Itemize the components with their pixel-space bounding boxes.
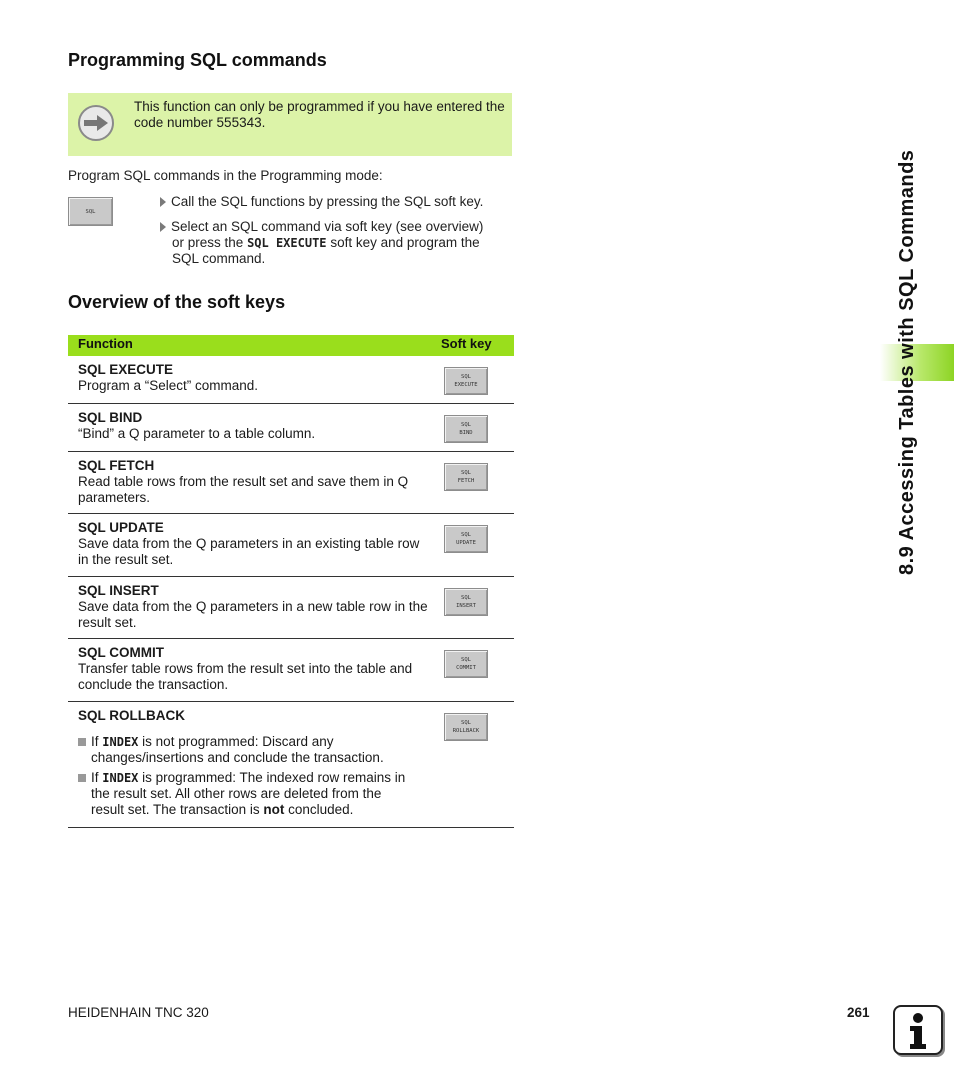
rollback-bullets <box>78 734 438 818</box>
softkey-sql-insert[interactable]: SQL INSERT <box>444 588 488 616</box>
note-text: This function can only be programmed if you have entered the code number 555343. <box>134 99 505 130</box>
chapter-side-title: 8.9 Accessing Tables with SQL Commands <box>896 149 918 575</box>
arrow-right-icon <box>78 105 114 141</box>
square-bullet-icon <box>78 738 86 746</box>
step-2: Select an SQL command via soft key (see overview) or press the SQL EXECUTE soft key and program the SQL command. <box>160 219 512 267</box>
softkey-label: SQL <box>85 208 96 215</box>
softkey-sql-bind[interactable]: SQL BIND <box>444 415 488 443</box>
step-1: Call the SQL functions by pressing the SQL soft key. <box>160 194 483 210</box>
col-function: Function <box>78 336 133 351</box>
col-softkey: Soft key <box>441 336 492 351</box>
table-row: SQL INSERT Save data from the Q parameters in a new table row in the result set. SQL INSERT <box>68 577 514 639</box>
section-heading-programming: Programming SQL commands <box>68 50 327 70</box>
table-header <box>68 335 514 356</box>
bullet-arrow-icon <box>160 197 166 207</box>
sql-softkey[interactable] <box>68 197 113 226</box>
table-row: SQL EXECUTE Program a “Select” command. SQL EXECUTE <box>68 356 514 404</box>
table-row: SQL UPDATE Save data from the Q parameters in an existing table row in the result set. SQL UPDATE <box>68 514 514 577</box>
table-row: SQL ROLLBACK If INDEX is not programmed: Discard any changes/insertions and conclude the transaction. If INDEX is programmed: The indexed row remains in the result set. All other rows are deleted from the result set. The transaction is not concluded. SQL ROLLBACK <box>68 702 514 828</box>
bullet-arrow-icon <box>160 222 166 232</box>
code-sql-execute: SQL EXECUTE <box>247 236 327 250</box>
note-box <box>68 93 512 156</box>
bullet-item: If INDEX is programmed: The indexed row remains in the result set. All other rows are deleted from the result set. The transaction is not concluded. <box>78 770 438 818</box>
softkey-table <box>68 335 514 828</box>
square-bullet-icon <box>78 774 86 782</box>
footer-product: HEIDENHAIN TNC 320 <box>68 1005 209 1020</box>
page-number: 261 <box>847 1005 870 1020</box>
table-row: SQL COMMIT Transfer table rows from the result set into the table and conclude the transaction. SQL COMMIT <box>68 639 514 702</box>
softkey-sql-fetch[interactable]: SQL FETCH <box>444 463 488 491</box>
intro-text: Program SQL commands in the Programming mode: <box>68 168 383 183</box>
table-row: SQL FETCH Read table rows from the result set and save them in Q parameters. SQL FETCH <box>68 452 514 514</box>
info-icon <box>893 1005 943 1055</box>
softkey-sql-commit[interactable]: SQL COMMIT <box>444 650 488 678</box>
table-row: SQL BIND “Bind” a Q parameter to a table column. SQL BIND <box>68 404 514 452</box>
bullet-item: If INDEX is not programmed: Discard any changes/insertions and conclude the transaction. <box>78 734 438 766</box>
softkey-sql-update[interactable]: SQL UPDATE <box>444 525 488 553</box>
softkey-sql-execute[interactable]: SQL EXECUTE <box>444 367 488 395</box>
section-heading-overview: Overview of the soft keys <box>68 292 286 312</box>
softkey-sql-rollback[interactable]: SQL ROLLBACK <box>444 713 488 741</box>
